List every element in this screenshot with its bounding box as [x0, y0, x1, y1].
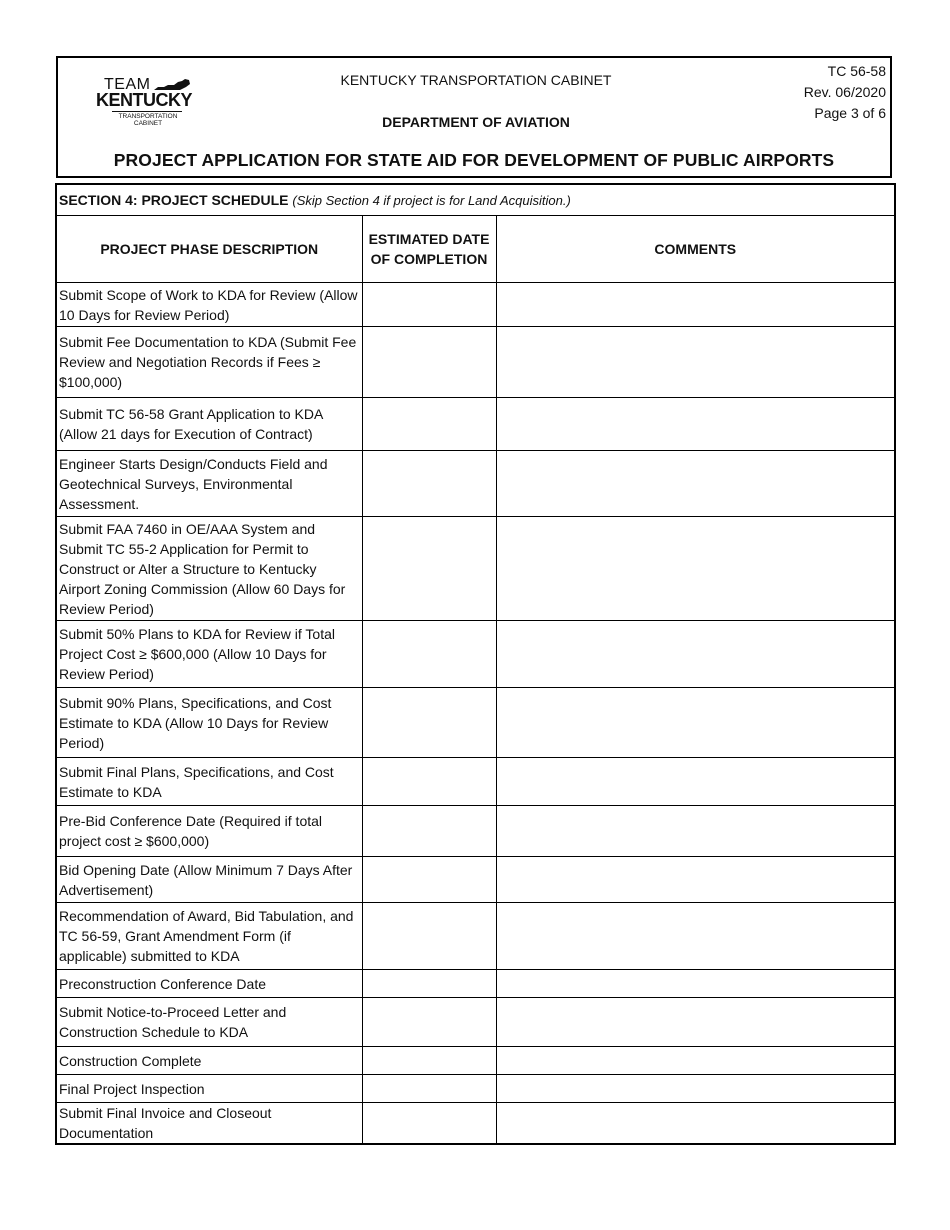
comments-field[interactable] [496, 998, 895, 1047]
phase-description: Submit TC 56-58 Grant Application to KDA (Allow 21 days for Execution of Contract) [56, 398, 362, 451]
column-header-date-line1: ESTIMATED DATE [368, 231, 490, 247]
table-row [56, 327, 895, 398]
logo-team-text: TEAM [104, 76, 151, 93]
phase-description: Engineer Starts Design/Conducts Field and Geotechnical Surveys, Environmental Assessment. [56, 451, 362, 517]
schedule-rows [56, 283, 895, 1145]
comments-field[interactable] [496, 517, 895, 621]
estimated-date-field[interactable] [362, 398, 496, 451]
table-row [56, 451, 895, 517]
phase-description: Submit 50% Plans to KDA for Review if Total Project Cost ≥ $600,000 (Allow 10 Days for Review Period) [56, 621, 362, 688]
phase-description: Preconstruction Conference Date [56, 970, 362, 998]
comments-field[interactable] [496, 758, 895, 806]
table-row [56, 1103, 895, 1145]
column-header-date [362, 216, 496, 283]
column-header-phase: PROJECT PHASE DESCRIPTION [56, 216, 362, 283]
estimated-date-field[interactable] [362, 283, 496, 327]
table-row [56, 621, 895, 688]
phase-description: Submit Final Plans, Specifications, and Cost Estimate to KDA [56, 758, 362, 806]
estimated-date-field[interactable] [362, 688, 496, 758]
table-row [56, 398, 895, 451]
form-number: TC 56-58 [827, 63, 886, 79]
phase-description: Submit 90% Plans, Specifications, and Cost Estimate to KDA (Allow 10 Days for Review Period) [56, 688, 362, 758]
estimated-date-field[interactable] [362, 857, 496, 903]
form-identifier [804, 61, 886, 124]
logo-state-text: KENTUCKY [96, 90, 193, 110]
column-header-date-line2: OF COMPLETION [370, 251, 488, 267]
section-header [56, 184, 895, 216]
comments-field[interactable] [496, 451, 895, 517]
comments-field[interactable] [496, 1075, 895, 1103]
phase-description: Submit Fee Documentation to KDA (Submit Fee Review and Negotiation Records if Fees ≥ $100,000) [56, 327, 362, 398]
department-name: DEPARTMENT OF AVIATION [382, 114, 570, 130]
comments-field[interactable] [496, 903, 895, 970]
table-row [56, 283, 895, 327]
estimated-date-field[interactable] [362, 517, 496, 621]
comments-field[interactable] [496, 688, 895, 758]
phase-description: Pre-Bid Conference Date (Required if total project cost ≥ $600,000) [56, 806, 362, 857]
comments-field[interactable] [496, 806, 895, 857]
column-header-row [56, 216, 895, 283]
section-note: (Skip Section 4 if project is for Land Acquisition.) [292, 193, 571, 208]
table-row [56, 806, 895, 857]
phase-description: Submit Final Invoice and Closeout Documentation [56, 1103, 362, 1145]
estimated-date-field[interactable] [362, 327, 496, 398]
table-row [56, 970, 895, 998]
comments-field[interactable] [496, 398, 895, 451]
logo-subtitle: TRANSPORTATION CABINET [118, 113, 178, 127]
estimated-date-field[interactable] [362, 451, 496, 517]
estimated-date-field[interactable] [362, 970, 496, 998]
estimated-date-field[interactable] [362, 758, 496, 806]
phase-description: Submit Scope of Work to KDA for Review (Allow 10 Days for Review Period) [56, 283, 362, 327]
estimated-date-field[interactable] [362, 621, 496, 688]
comments-field[interactable] [496, 970, 895, 998]
comments-field[interactable] [496, 621, 895, 688]
comments-field[interactable] [496, 1047, 895, 1075]
table-row [56, 688, 895, 758]
table-row [56, 998, 895, 1047]
comments-field[interactable] [496, 1103, 895, 1145]
estimated-date-field[interactable] [362, 1103, 496, 1145]
estimated-date-field[interactable] [362, 903, 496, 970]
estimated-date-field[interactable] [362, 1075, 496, 1103]
table-row [56, 903, 895, 970]
phase-description: Submit FAA 7460 in OE/AAA System and Submit TC 55-2 Application for Permit to Construct or Alter a Structure to Kentucky Airport Zoning Commission (Allow 60 Days for Review Period) [56, 517, 362, 621]
table-row [56, 758, 895, 806]
phase-description: Final Project Inspection [56, 1075, 362, 1103]
form-header [56, 56, 892, 178]
estimated-date-field[interactable] [362, 998, 496, 1047]
table-row [56, 517, 895, 621]
estimated-date-field[interactable] [362, 806, 496, 857]
cabinet-name: KENTUCKY TRANSPORTATION CABINET [340, 72, 612, 88]
form-title: PROJECT APPLICATION FOR STATE AID FOR DEVELOPMENT OF PUBLIC AIRPORTS [113, 150, 835, 170]
section-header-row [56, 184, 895, 216]
phase-description: Bid Opening Date (Allow Minimum 7 Days After Advertisement) [56, 857, 362, 903]
project-schedule-table [55, 183, 896, 1145]
table-row [56, 1075, 895, 1103]
column-header-comments: COMMENTS [496, 216, 895, 283]
comments-field[interactable] [496, 857, 895, 903]
comments-field[interactable] [496, 283, 895, 327]
table-row [56, 857, 895, 903]
logo-divider [112, 111, 182, 112]
table-row [56, 1047, 895, 1075]
section-label: SECTION 4: PROJECT SCHEDULE [59, 192, 289, 208]
phase-description: Construction Complete [56, 1047, 362, 1075]
phase-description: Submit Notice-to-Proceed Letter and Construction Schedule to KDA [56, 998, 362, 1047]
comments-field[interactable] [496, 327, 895, 398]
estimated-date-field[interactable] [362, 1047, 496, 1075]
page-number: Page 3 of 6 [814, 105, 886, 121]
phase-description: Recommendation of Award, Bid Tabulation, and TC 56-59, Grant Amendment Form (if applicable) submitted to KDA [56, 903, 362, 970]
form-revision: Rev. 06/2020 [803, 84, 886, 100]
